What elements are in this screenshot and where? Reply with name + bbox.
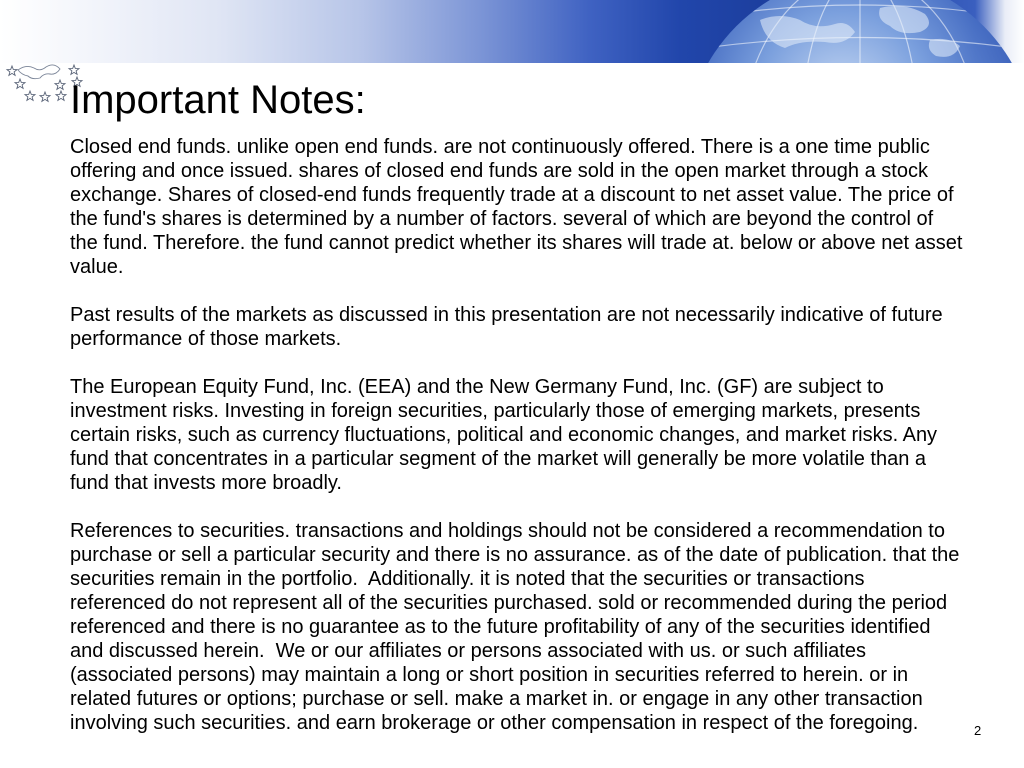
body-line: the fund's shares is determined by a number of factors. several of which are beyond the control of: [70, 208, 934, 230]
body-line: Past results of the markets as discussed in this presentation are not necessarily indicative of future: [70, 304, 943, 326]
body-line: purchase or sell a particular security and there is no assurance. as of the date of publication. that the: [70, 544, 960, 566]
globe-icon: [0, 0, 1024, 63]
star-icon: [56, 91, 66, 100]
body-line: (associated persons) may maintain a long or short position in securities referred to herein. or in: [70, 664, 909, 686]
body-line: References to securities. transactions and holdings should not be considered a recommendation to: [70, 520, 945, 542]
star-icon: [55, 80, 65, 89]
body-line: referenced and there is no guarantee as to the future profitability of any of the securities identified: [70, 616, 931, 638]
paragraph: [70, 135, 1000, 279]
body-line: value.: [70, 256, 124, 278]
paragraph: [70, 519, 1000, 735]
body-line: exchange. Shares of closed-end funds frequently trade at a discount to net asset value. The price of: [70, 184, 954, 206]
page-number: 2: [974, 723, 982, 738]
body-line: offering and once issued. shares of closed end funds are sold in the open market through a stock: [70, 160, 928, 182]
header-banner: [0, 0, 1024, 63]
paragraph: [70, 303, 1000, 351]
body-line: securities remain in the portfolio. Additionally. it is noted that the securities or transactions: [70, 568, 865, 590]
slide-body: [70, 135, 1000, 735]
body-line: certain risks, such as currency fluctuations, political and economic changes, and market risks. Any: [70, 424, 938, 446]
body-line: fund that concentrates in a particular segment of the market will generally be more volatile than a: [70, 448, 927, 470]
body-line: The European Equity Fund, Inc. (EEA) and the New Germany Fund, Inc. (GF) are subject to: [70, 376, 884, 398]
body-line: referenced do not represent all of the securities purchased. sold or recommended during the period: [70, 592, 948, 614]
star-icon: [69, 65, 79, 74]
body-line: fund that invests more broadly.: [70, 472, 342, 494]
star-icon: [15, 79, 25, 88]
paragraph-spacer: [70, 495, 1000, 519]
body-line: investment risks. Investing in foreign securities, particularly those of emerging markets, presents: [70, 400, 921, 422]
paragraph-spacer: [70, 351, 1000, 375]
body-line: the fund. Therefore. the fund cannot predict whether its shares will trade at. below or above net asset: [70, 232, 963, 254]
body-line: and discussed herein. We or our affiliates or persons associated with us. or such affiliates: [70, 640, 866, 662]
star-icon: [25, 91, 35, 100]
body-line: performance of those markets.: [70, 328, 342, 350]
slide-title: Important Notes:: [70, 78, 366, 122]
body-line: related futures or options; purchase or sell. make a market in. or engage in any other transaction: [70, 688, 923, 710]
paragraph-spacer: [70, 279, 1000, 303]
body-line: involving such securities. and earn brokerage or other compensation in respect of the foregoing.: [70, 712, 919, 734]
paragraph: [70, 375, 1000, 495]
body-line: Closed end funds. unlike open end funds. are not continuously offered. There is a one time public: [70, 136, 930, 158]
star-icon: [40, 92, 50, 101]
star-icon: [7, 66, 17, 75]
